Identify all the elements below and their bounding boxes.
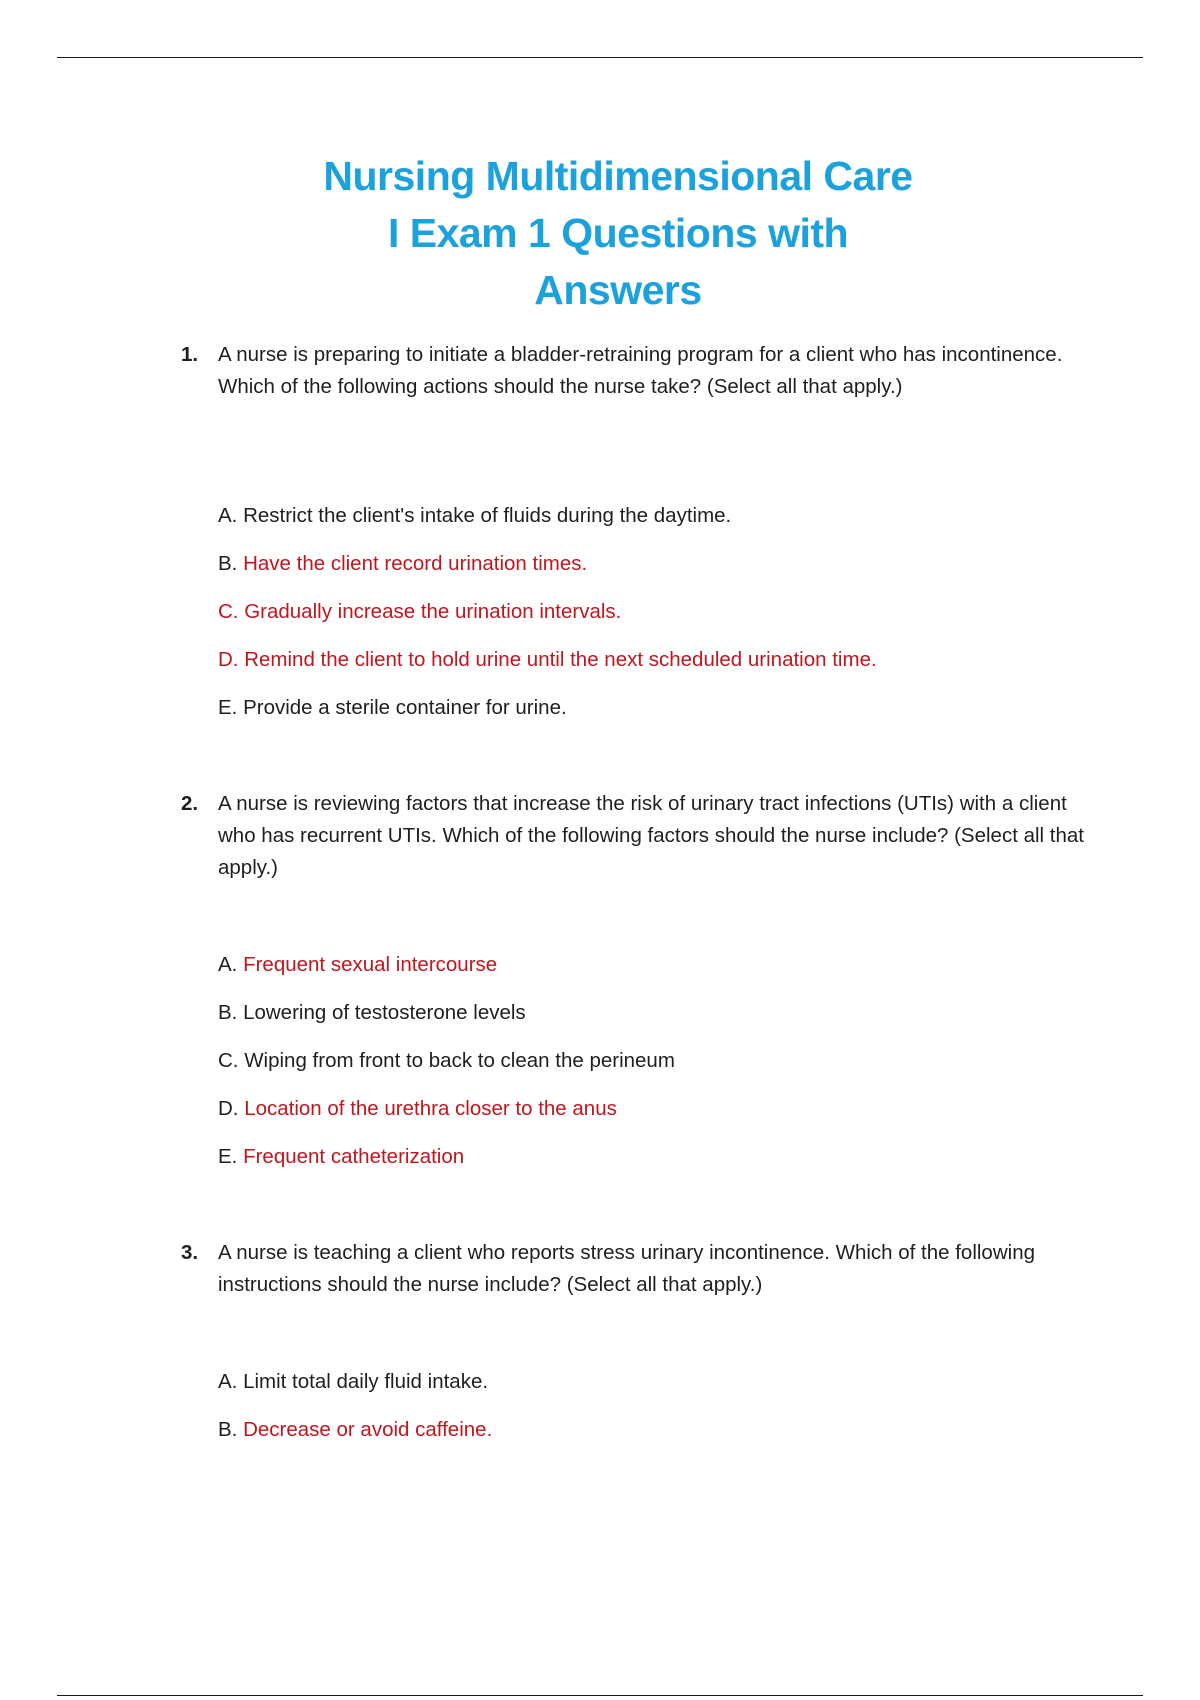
question-number: 2.: [181, 792, 199, 815]
option-text: Lowering of testosterone levels: [243, 1001, 526, 1024]
option-letter: D.: [218, 1097, 239, 1120]
option-2b: [218, 999, 526, 1027]
option-1d: [218, 646, 877, 674]
option-1b: [218, 550, 587, 578]
option-2a: [218, 951, 497, 979]
option-letter: A.: [218, 504, 238, 527]
option-letter: B.: [218, 1001, 238, 1024]
question-number: 1.: [181, 343, 199, 366]
question-number: 3.: [181, 1241, 199, 1264]
option-2c: [218, 1047, 675, 1075]
option-letter: C.: [218, 1049, 239, 1072]
option-1e: [218, 694, 567, 722]
question-text: A nurse is preparing to initiate a bladder-retraining program for a client who has incontinence. Which of the following actions should the nurse take? (Select all that apply.): [218, 343, 1063, 398]
document-title: [0, 148, 1200, 319]
option-1a: [218, 502, 731, 530]
title-line-1: Nursing Multidimensional Care: [323, 153, 913, 199]
option-2e: [218, 1143, 464, 1171]
option-text: Restrict the client's intake of fluids during the daytime.: [243, 504, 732, 527]
option-text: Provide a sterile container for urine.: [243, 696, 567, 719]
option-letter: B.: [218, 552, 238, 575]
option-2d: [218, 1095, 617, 1123]
option-text-correct: Gradually increase the urination intervals.: [244, 600, 622, 623]
option-letter: A.: [218, 953, 238, 976]
option-text-correct: Location of the urethra closer to the anus: [244, 1097, 617, 1120]
option-text-correct: Have the client record urination times.: [243, 552, 588, 575]
option-3b: [218, 1416, 492, 1444]
option-text-correct: Frequent catheterization: [243, 1145, 465, 1168]
option-letter: A.: [218, 1370, 238, 1393]
option-text-correct: Remind the client to hold urine until the next scheduled urination time.: [244, 648, 877, 671]
question-text: A nurse is teaching a client who reports stress urinary incontinence. Which of the following instructions should the nurse include? (Select all that apply.): [218, 1241, 1035, 1296]
question-text: A nurse is reviewing factors that increase the risk of urinary tract infections (UTIs) with a client who has recurrent UTIs. Which of the following factors should the nurse include? (Select all that apply.): [218, 792, 1084, 879]
option-letter: C.: [218, 600, 239, 623]
option-letter: E.: [218, 696, 238, 719]
option-letter: B.: [218, 1418, 238, 1441]
option-1c: [218, 598, 621, 626]
option-letter: D.: [218, 648, 239, 671]
option-text: Limit total daily fluid intake.: [243, 1370, 489, 1393]
top-rule: [57, 57, 1143, 58]
bottom-rule: [57, 1695, 1143, 1696]
title-line-3: Answers: [534, 267, 702, 313]
option-3a: [218, 1368, 488, 1396]
title-line-2: I Exam 1 Questions with: [387, 210, 849, 256]
option-letter: E.: [218, 1145, 238, 1168]
option-text: Wiping from front to back to clean the perineum: [244, 1049, 675, 1072]
option-text-correct: Frequent sexual intercourse: [243, 953, 498, 976]
option-text-correct: Decrease or avoid caffeine.: [243, 1418, 493, 1441]
